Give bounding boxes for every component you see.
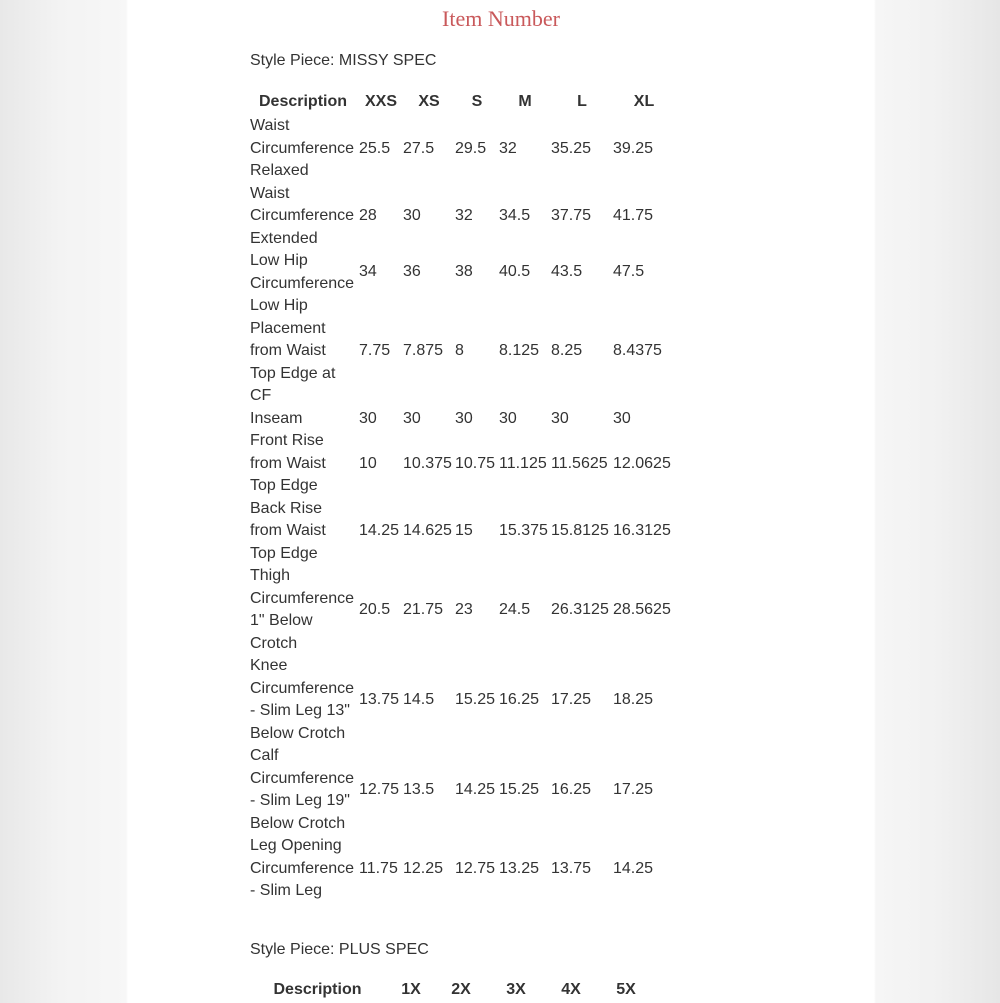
table-row [250,183,675,251]
table-cell: 17.25 [551,690,592,708]
table-cell: 34 [359,263,377,281]
table-cell: 29.5 [455,139,487,157]
table-cell: 24.5 [499,600,531,618]
col-header-s: S [471,93,483,111]
description-line: Calf [250,747,279,764]
table-cell: 7.75 [359,342,391,359]
missy-spec-table [250,90,675,903]
table-cell: 37.75 [551,207,592,224]
description-line: Circumference [250,207,355,224]
table-cell: 13.5 [403,780,435,798]
plus-spec-table [250,978,657,1003]
table-cell: 15 [455,522,473,539]
table-cell: 8.125 [499,342,540,359]
missy-spec-label: Style Piece: MISSY SPEC [250,52,437,69]
document-page [128,0,874,1000]
table-cell: 12.75 [455,859,496,877]
plus-spec-label: Style Piece: PLUS SPEC [250,941,429,958]
table-cell: 23 [455,600,473,618]
table-cell: 38 [455,263,473,281]
description-line: - Slim Leg 13" [250,702,350,719]
table-cell: 10.375 [403,454,452,472]
col-header-description: Description [259,93,348,111]
table-cell: 30 [403,409,421,427]
table-cell: 11.125 [499,454,547,472]
col-header-1x: 1X [401,981,421,999]
table-cell: 30 [499,409,517,427]
description-line: from Waist [250,454,326,472]
table-cell: 30 [455,409,473,427]
table-cell: 27.5 [403,139,435,157]
description-line: Waist [250,184,290,202]
table-cell: 14.25 [455,780,496,798]
description-line: Top Edge [250,544,318,562]
description-line: 1" Below [250,612,313,629]
col-header-3x: 3X [506,981,526,999]
row-description [250,408,359,431]
row-description [250,655,359,745]
table-cell: 32 [499,139,517,157]
table-cell: 13.75 [551,859,592,877]
table-cell: 16.25 [551,780,592,798]
table-cell: 7.875 [403,342,444,359]
col-header-xxs: XXS [364,93,397,111]
table-cell: 8.4375 [613,342,662,359]
table-cell: 43.5 [551,263,583,281]
table-cell: 13.75 [359,690,400,708]
description-line: - Slim Leg 19" [250,792,350,809]
row-description [250,183,359,251]
table-cell: 28 [359,207,377,224]
description-line: - Slim Leg [250,882,323,899]
table-row [250,498,675,566]
missy-header-row [250,90,675,115]
col-header-4x: 4X [561,981,581,999]
col-header-m: M [518,93,532,111]
col-header-5x: 5X [616,981,636,999]
table-cell: 11.5625 [551,454,608,472]
description-line: from Waist [250,522,326,539]
description-line: Leg Opening [250,837,342,854]
description-line: from Waist [250,342,326,359]
description-line: Thigh [250,567,291,584]
table-row [250,408,675,431]
table-cell: 34.5 [499,207,531,224]
table-cell: 26.3125 [551,600,609,618]
table-cell: 39.25 [613,139,654,157]
row-description [250,745,359,835]
description-line: Below Crotch [250,724,346,742]
table-cell: 25.5 [359,139,391,157]
table-cell: 35.25 [551,139,592,157]
table-cell: 30 [551,409,569,427]
description-line: Circumference [250,589,355,607]
row-description [250,115,359,183]
col-header-xl: XL [633,93,655,111]
plus-header-row [250,978,657,1003]
table-row [250,295,675,408]
description-line: CF [250,387,272,404]
col-header-2x: 2X [451,981,471,999]
table-cell: 10.75 [455,454,496,472]
description-line: Top Edge at [250,364,336,382]
table-cell: 15.25 [499,780,540,798]
table-cell: 12.75 [359,780,400,798]
table-row [250,430,675,498]
table-row [250,655,675,745]
description-line: Crotch [250,634,298,652]
description-line: Low Hip [250,297,308,314]
table-cell: 16.3125 [613,522,671,539]
table-cell: 40.5 [499,263,531,281]
table-cell: 14.5 [403,690,435,708]
description-line: Circumference [250,139,355,157]
table-cell: 14.25 [359,522,400,539]
table-cell: 17.25 [613,780,654,798]
table-cell: 12.0625 [613,454,671,472]
description-line: Top Edge [250,477,318,494]
table-cell: 15.25 [455,690,496,708]
table-cell: 47.5 [613,263,645,281]
table-row [250,835,675,903]
row-description [250,565,359,655]
table-cell: 30 [613,409,631,427]
table-cell: 32 [455,207,473,224]
table-row [250,565,675,655]
description-line: Relaxed [250,162,309,179]
description-line: Circumference [250,679,355,697]
row-description [250,250,359,295]
table-cell: 36 [403,263,421,281]
description-line: Circumference [250,274,355,292]
description-line: Back Rise [250,499,323,517]
table-cell: 30 [403,207,421,224]
table-cell: 28.5625 [613,600,671,618]
table-cell: 14.625 [403,522,452,539]
row-description [250,295,359,408]
table-cell: 20.5 [359,600,391,618]
description-line: Waist [250,117,290,134]
table-cell: 41.75 [613,207,654,224]
col-header-l: L [577,93,587,111]
table-cell: 21.75 [403,600,444,618]
table-cell: 15.8125 [551,522,609,539]
table-cell: 13.25 [499,859,540,877]
table-cell: 12.25 [403,859,444,877]
description-line: Front Rise [250,432,324,449]
description-line: Placement [250,319,326,337]
table-cell: 10 [359,454,377,472]
table-cell: 8 [455,342,464,359]
table-row [250,745,675,835]
page-title: Item Number [442,6,560,31]
row-description [250,835,359,903]
row-description [250,498,359,566]
table-cell: 14.25 [613,859,654,877]
table-cell: 8.25 [551,342,583,359]
description-line: Below Crotch [250,814,346,832]
table-cell: 16.25 [499,690,540,708]
description-line: Inseam [250,409,303,427]
row-description [250,430,359,498]
table-cell: 30 [359,409,377,427]
table-cell: 18.25 [613,690,654,708]
description-line: Circumference [250,859,355,877]
description-line: Circumference [250,769,355,787]
description-line: Low Hip [250,252,308,269]
table-row [250,250,675,295]
table-cell: 11.75 [359,859,398,877]
col-header-description: Description [273,981,362,999]
description-line: Extended [250,229,318,247]
table-row [250,115,675,183]
col-header-xs: XS [418,93,440,111]
description-line: Knee [250,657,288,674]
table-cell: 15.375 [499,522,548,539]
